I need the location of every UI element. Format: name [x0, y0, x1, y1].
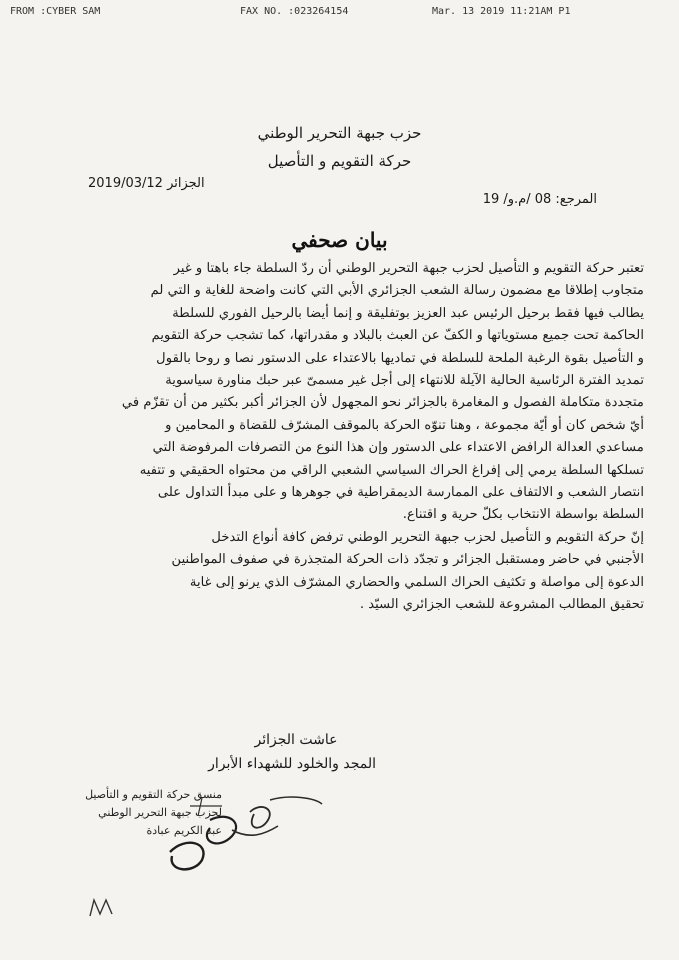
fax-header — [0, 6, 679, 20]
handwritten-mark — [86, 892, 126, 922]
statement-body — [44, 258, 644, 617]
body-line: مساعدي العدالة الرافض الاعتداء على الدستور وإن هذا النوع من التصرفات المرفوضة التي — [152, 440, 644, 456]
letterhead-party: حزب جبهة التحرير الوطني — [257, 124, 422, 142]
body-line: و التأصيل بقوة الرغبة الملحة للسلطة في تماديها بالاعتداء على الدستور نصا و روحا بالقول — [156, 350, 644, 366]
body-line: تمديد الفترة الرئاسية الحالية الآيلة للانتهاء إلى أجل غير مسمىّ عبر حبك مناورة سياسوية — [165, 373, 644, 389]
fax-datetime: Mar. 13 2019 11:21AM P1 — [432, 6, 571, 17]
closing-long-live-algeria: عاشت الجزائر — [254, 732, 338, 748]
body-line: السلطة بواسطة الانتخاب بكلّ حرية و اقتناع. — [402, 507, 644, 523]
document-title: بيان صحفي — [291, 228, 388, 252]
body-line: الأجنبي في حاضر ومستقبل الجزائر و تجدّد ذات الحركة المتجذرة في صفوف المواطنين — [171, 552, 644, 568]
body-line: أيّ شخص كان أو أيّة مجموعة ، وهنا تنوّه الحركة بالموقف المشرّف للقضاة و المحامين و — [165, 417, 644, 433]
handwritten-signature — [150, 790, 330, 880]
fax-from: FROM :CYBER SAM — [10, 6, 101, 17]
signatory-role: منسق حركة التقويم و التأصيل — [85, 788, 222, 801]
letterhead-movement: حركة التقويم و التأصيل — [267, 152, 412, 170]
body-line: يطالب فيها فقط برحيل الرئيس عبد العزيز بوتفليقة و إنما أيضا بالرحيل الفوري للسلطة — [172, 305, 644, 321]
body-line: تحقيق المطالب المشروعة للشعب الجزائري السيّد . — [359, 597, 644, 613]
signatory-party: لحزب جبهة التحرير الوطني — [98, 806, 222, 819]
reference-number: المرجع: 08 /م.و/ 19 — [482, 192, 597, 207]
signatory-name: عبد الكريم عبادة — [146, 824, 222, 837]
body-line: الدعوة إلى مواصلة و تكثيف الحراك السلمي والحضاري المشرّف الذي يرنو إلى غاية — [189, 574, 644, 590]
body-line: تعتبر حركة التقويم و التأصيل لحزب جبهة التحرير الوطني أن ردّ السلطة جاء باهتا و غير — [173, 261, 644, 276]
document-date: الجزائر 2019/03/12 — [88, 176, 205, 191]
body-line: متجددة متكاملة الفصول و المغامرة بالجزائر نحو المجهول لأن الجزائر أكبر بكثير من أن تقزّم في — [121, 395, 644, 411]
body-line: متجاوب إطلاقا مع مضمون رسالة الشعب الجزائري الأبي التي كانت واضحة للغاية و التي لم — [150, 283, 644, 299]
fax-number: FAX NO. :023264154 — [240, 6, 349, 17]
body-line: إنّ حركة التقويم و التأصيل لحزب جبهة التحرير الوطني ترفض كافة أنواع التدخل — [211, 529, 644, 545]
body-line: انتصار الشعب و الالتفاف على الممارسة الديمقراطية في جوهرها و على مبدأ التداول على — [157, 485, 644, 501]
body-line: تسلكها السلطة يرمي إلى إفراغ الحراك السياسي الشعبي الراقي من محتواه الحقيقي و تتفيه — [139, 462, 644, 478]
body-line: الحاكمة تحت جميع مستوياتها و الكفّ عن العبث بالبلاد و مقدراتها، كما تشجب حركة التقويم — [151, 328, 644, 344]
closing-martyrs: المجد والخلود للشهداء الأبرار — [208, 756, 376, 772]
